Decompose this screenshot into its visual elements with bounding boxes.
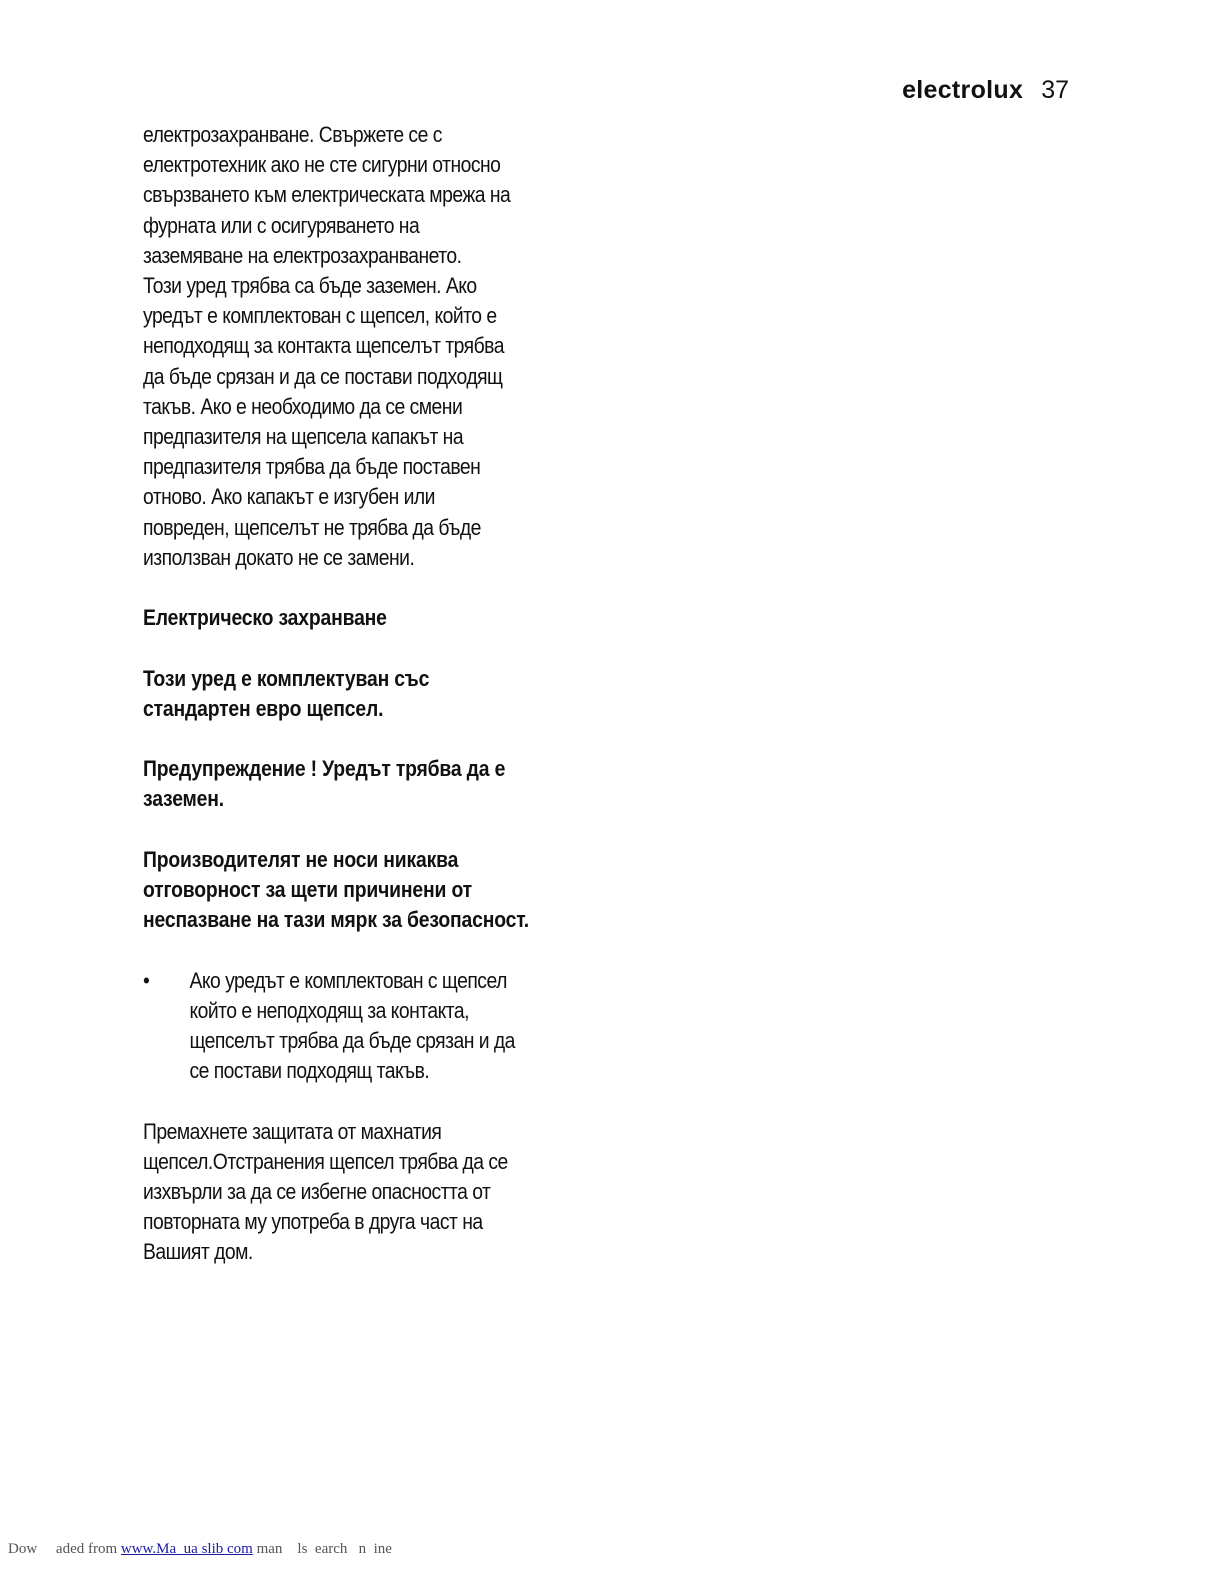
brand-logo-text: electrolux (902, 76, 1024, 104)
bold-note-euro-plug (143, 664, 603, 724)
text-line: неподходящ за контакта щепселът трябва (143, 333, 504, 359)
text-line: свързването към електрическата мрежа на (143, 182, 511, 208)
text-line: щепсел.Отстранения щепсел трябва да се (143, 1148, 508, 1174)
section-heading (143, 603, 603, 633)
main-text-column (143, 120, 603, 1268)
text-line: повреден, щепселът не трябва да бъде (143, 514, 481, 540)
text-line: Производителят не носи никаква (143, 846, 459, 872)
paragraph-grounding-instructions (143, 120, 603, 573)
footer-link[interactable]: www.Ma ua slib com (120, 1541, 253, 1557)
footer-prefix: Dow aded from (8, 1541, 121, 1557)
text-line: повторната му употреба в друга част на (143, 1209, 483, 1235)
text-line: заземен. (143, 786, 225, 812)
bullet-icon: • (143, 967, 150, 993)
text-line: изхвърли за да се избегне опасността от (143, 1179, 491, 1205)
text-line: Този уред е комплектуван със (143, 665, 430, 691)
download-footer (8, 1541, 392, 1558)
page-header (902, 72, 1069, 108)
text-line: отново. Ако капакът е изгубен или (143, 484, 435, 510)
text-line: неспазване на тази мярк за безопасност. (143, 907, 530, 933)
bullet-text (189, 966, 603, 1087)
text-line: Този уред трябва са бъде заземен. Ако (143, 273, 477, 299)
warning-note (143, 754, 603, 814)
text-line: се постави подходящ такъв. (189, 1058, 430, 1084)
footer-suffix: man ls earch n ine (252, 1541, 392, 1557)
text-line: да бъде срязан и да се постави подходящ (143, 363, 503, 389)
text-line: предпазителя на щепсела капакът на (143, 424, 464, 450)
text-line: Вашият дом. (143, 1239, 253, 1265)
text-line: Премахнете защитата от махнатия (143, 1118, 442, 1144)
text-line: заземяване на електрозахранването. (143, 242, 462, 268)
text-line: уредът е комплектован с щепсел, който е (143, 303, 497, 329)
text-line: Предупреждение ! Уредът трябва да е (143, 756, 506, 782)
text-line: Ако уредът е комплектован с щепсел (189, 967, 507, 993)
text-line: стандартен евро щепсел. (143, 695, 384, 721)
paragraph-plug-disposal (143, 1117, 603, 1268)
text-line: фурната или с осигуряването на (143, 212, 420, 238)
text-line: електротехник ако не сте сигурни относно (143, 152, 501, 178)
text-line: електрозахранване. Свържете се с (143, 122, 442, 147)
bullet-item (143, 966, 603, 1087)
text-line: такъв. Ако е необходимо да се смени (143, 393, 463, 419)
liability-note (143, 845, 603, 936)
text-line: отговорност за щети причинени от (143, 877, 472, 903)
text-line: предпазителя трябва да бъде поставен (143, 454, 481, 480)
text-line: използван докато не се замени. (143, 544, 415, 570)
text-line: щепселът трябва да бъде срязан и да (189, 1028, 515, 1054)
page-number: 37 (1041, 76, 1069, 104)
heading-text: Електрическо захранване (143, 605, 387, 631)
text-line: който е неподходящ за контакта, (189, 997, 470, 1023)
